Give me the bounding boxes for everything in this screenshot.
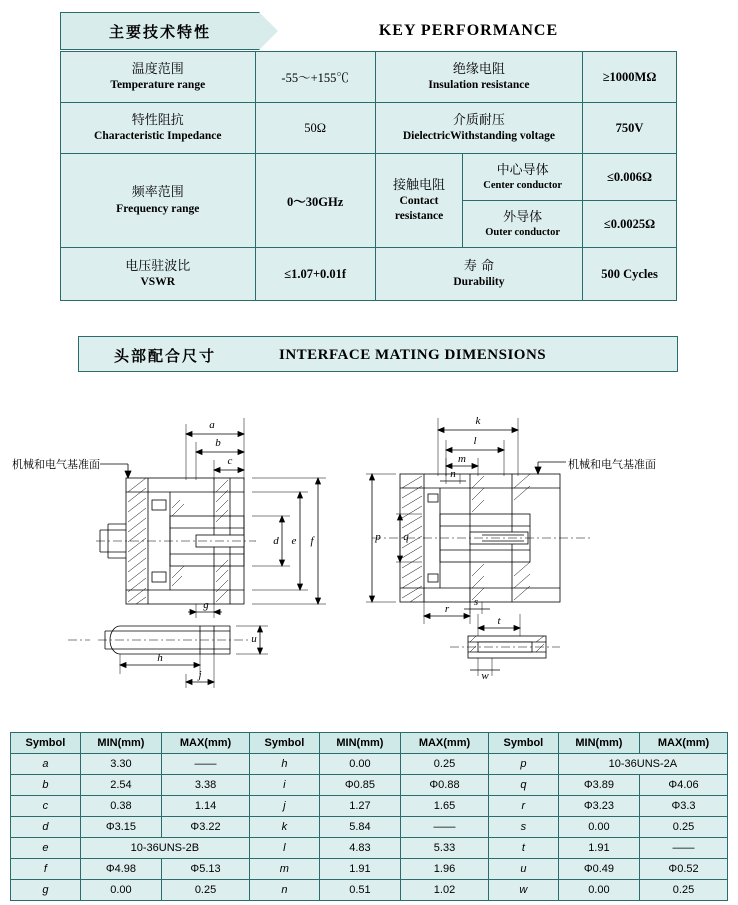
- col-min-2: MIN(mm): [319, 733, 400, 754]
- cell-symbol: i: [249, 775, 319, 796]
- cell-min: 0.00: [558, 817, 639, 838]
- cell-symbol: f: [11, 859, 81, 880]
- cell-symbol: a: [11, 754, 81, 775]
- value-temperature-range: -55～+155℃: [255, 52, 375, 103]
- key-performance-table: [60, 51, 677, 301]
- interface-title-cn: 头部配合尺寸: [114, 346, 217, 365]
- table-row: [61, 248, 677, 301]
- table-row: [61, 154, 677, 201]
- cell-symbol: p: [488, 754, 558, 775]
- cell-min: Φ4.98: [80, 859, 161, 880]
- cell-symbol: s: [488, 817, 558, 838]
- cell-max: ——: [162, 754, 250, 775]
- value-dielectric-withstanding-voltage: 750V: [583, 103, 677, 154]
- col-max-1: MAX(mm): [162, 733, 250, 754]
- table-row: [11, 754, 728, 775]
- cell-symbol: l: [249, 838, 319, 859]
- cell-min: 1.91: [319, 859, 400, 880]
- svg-text:s: s: [473, 596, 479, 608]
- table-row: [11, 838, 728, 859]
- cell-min: 0.51: [319, 880, 400, 901]
- cell-min: 0.38: [80, 796, 161, 817]
- cell-symbol: c: [11, 796, 81, 817]
- cell-min: 2.54: [80, 775, 161, 796]
- svg-text:c: c: [227, 455, 233, 467]
- svg-text:a: a: [209, 419, 215, 431]
- svg-text:u: u: [251, 633, 257, 645]
- cell-min: 0.00: [80, 880, 161, 901]
- cell-symbol: n: [249, 880, 319, 901]
- svg-text:b: b: [215, 437, 221, 449]
- cell-span: 10-36UNS-2A: [558, 754, 727, 775]
- key-performance-header: [60, 12, 677, 50]
- svg-text:t: t: [497, 615, 501, 627]
- param-insulation-resistance: 绝缘电阻 Insulation resistance: [375, 52, 582, 103]
- table-row: [11, 859, 728, 880]
- value-center-conductor: ≤0.006Ω: [583, 154, 677, 201]
- cell-min: 3.30: [80, 754, 161, 775]
- cell-min: 1.27: [319, 796, 400, 817]
- dimension-table: [10, 732, 728, 901]
- cell-min: Φ3.15: [80, 817, 161, 838]
- cell-max: 0.25: [162, 880, 250, 901]
- value-insulation-resistance: ≥1000MΩ: [583, 52, 677, 103]
- col-max-3: MAX(mm): [640, 733, 728, 754]
- interface-title-en: INTERFACE MATING DIMENSIONS: [279, 346, 547, 363]
- cell-symbol: b: [11, 775, 81, 796]
- col-min-1: MIN(mm): [80, 733, 161, 754]
- cell-max: 5.33: [401, 838, 489, 859]
- cell-symbol: t: [488, 838, 558, 859]
- cell-max: Φ3.3: [640, 796, 728, 817]
- key-performance-title: KEY PERFORMANCE: [378, 22, 559, 39]
- table-row: [61, 103, 677, 154]
- svg-text:j: j: [198, 669, 202, 681]
- svg-text:r: r: [444, 603, 450, 615]
- svg-text:d: d: [273, 535, 279, 547]
- cell-max: 1.14: [162, 796, 250, 817]
- note-left-label: 机械和电气基准面: [12, 458, 100, 471]
- cell-max: 1.96: [401, 859, 489, 880]
- svg-text:p: p: [375, 531, 381, 543]
- cell-symbol: q: [488, 775, 558, 796]
- param-dielectric-withstanding-voltage: 介质耐压 DielectricWithstanding voltage: [375, 103, 582, 154]
- col-symbol-2: Symbol: [249, 733, 319, 754]
- cell-min: 0.00: [319, 754, 400, 775]
- cell-max: 0.25: [640, 880, 728, 901]
- cell-min: 1.91: [558, 838, 639, 859]
- table-row: [11, 796, 728, 817]
- cell-min: 5.84: [319, 817, 400, 838]
- cell-symbol: e: [11, 838, 81, 859]
- key-performance-tab-label: 主要技术特性: [60, 12, 260, 50]
- cell-max: Φ4.06: [640, 775, 728, 796]
- param-outer-conductor: 外导体 Outer conductor: [463, 201, 583, 248]
- svg-text:e: e: [291, 535, 297, 547]
- cell-max: 0.25: [401, 754, 489, 775]
- cell-max: 3.38: [162, 775, 250, 796]
- interface-mating-dimensions-header: [78, 336, 678, 372]
- value-characteristic-impedance: 50Ω: [255, 103, 375, 154]
- cell-max: ——: [401, 817, 489, 838]
- cell-symbol: k: [249, 817, 319, 838]
- svg-text:w: w: [481, 670, 489, 682]
- cell-min: Φ3.23: [558, 796, 639, 817]
- cell-symbol: d: [11, 817, 81, 838]
- cell-symbol: r: [488, 796, 558, 817]
- cell-max: 0.25: [640, 817, 728, 838]
- value-durability: 500 Cycles: [583, 248, 677, 301]
- col-max-2: MAX(mm): [401, 733, 489, 754]
- cell-min: 4.83: [319, 838, 400, 859]
- svg-text:g: g: [203, 599, 209, 611]
- param-vswr: 电压驻波比 VSWR: [61, 248, 256, 301]
- cell-max: ——: [640, 838, 728, 859]
- param-frequency-range: 频率范围 Frequency range: [61, 154, 256, 248]
- table-row: [61, 52, 677, 103]
- param-center-conductor: 中心导体 Center conductor: [463, 154, 583, 201]
- note-right-label: 机械和电气基准面: [568, 458, 656, 471]
- svg-text:k: k: [475, 415, 481, 427]
- table-header-row: [11, 733, 728, 754]
- svg-text:q: q: [403, 531, 409, 543]
- cell-symbol: g: [11, 880, 81, 901]
- param-contact-resistance: 接触电阻 Contact resistance: [375, 154, 462, 248]
- cell-min: Φ0.85: [319, 775, 400, 796]
- cell-min: Φ0.49: [558, 859, 639, 880]
- cell-max: Φ5.13: [162, 859, 250, 880]
- cell-span: 10-36UNS-2B: [80, 838, 249, 859]
- table-row: [11, 880, 728, 901]
- value-vswr: ≤1.07+0.01f: [255, 248, 375, 301]
- value-outer-conductor: ≤0.0025Ω: [583, 201, 677, 248]
- param-temperature-range: 温度范围 Temperature range: [61, 52, 256, 103]
- cell-max: Φ0.52: [640, 859, 728, 880]
- svg-text:n: n: [450, 468, 456, 480]
- cell-symbol: u: [488, 859, 558, 880]
- interface-drawing: [0, 388, 738, 718]
- cell-max: 1.02: [401, 880, 489, 901]
- table-row: [11, 817, 728, 838]
- col-symbol-3: Symbol: [488, 733, 558, 754]
- svg-text:m: m: [458, 453, 466, 465]
- col-symbol-1: Symbol: [11, 733, 81, 754]
- cell-symbol: h: [249, 754, 319, 775]
- param-characteristic-impedance: 特性阻抗 Characteristic Impedance: [61, 103, 256, 154]
- cell-max: Φ3.22: [162, 817, 250, 838]
- cell-symbol: j: [249, 796, 319, 817]
- param-durability: 寿 命 Durability: [375, 248, 582, 301]
- cell-min: 0.00: [558, 880, 639, 901]
- col-min-3: MIN(mm): [558, 733, 639, 754]
- cell-min: Φ3.89: [558, 775, 639, 796]
- table-row: [11, 775, 728, 796]
- svg-text:f: f: [310, 535, 314, 547]
- value-frequency-range: 0～30GHz: [255, 154, 375, 248]
- cell-symbol: m: [249, 859, 319, 880]
- svg-text:l: l: [473, 435, 477, 447]
- cell-max: 1.65: [401, 796, 489, 817]
- cell-symbol: w: [488, 880, 558, 901]
- cell-max: Φ0.88: [401, 775, 489, 796]
- svg-text:h: h: [157, 652, 163, 664]
